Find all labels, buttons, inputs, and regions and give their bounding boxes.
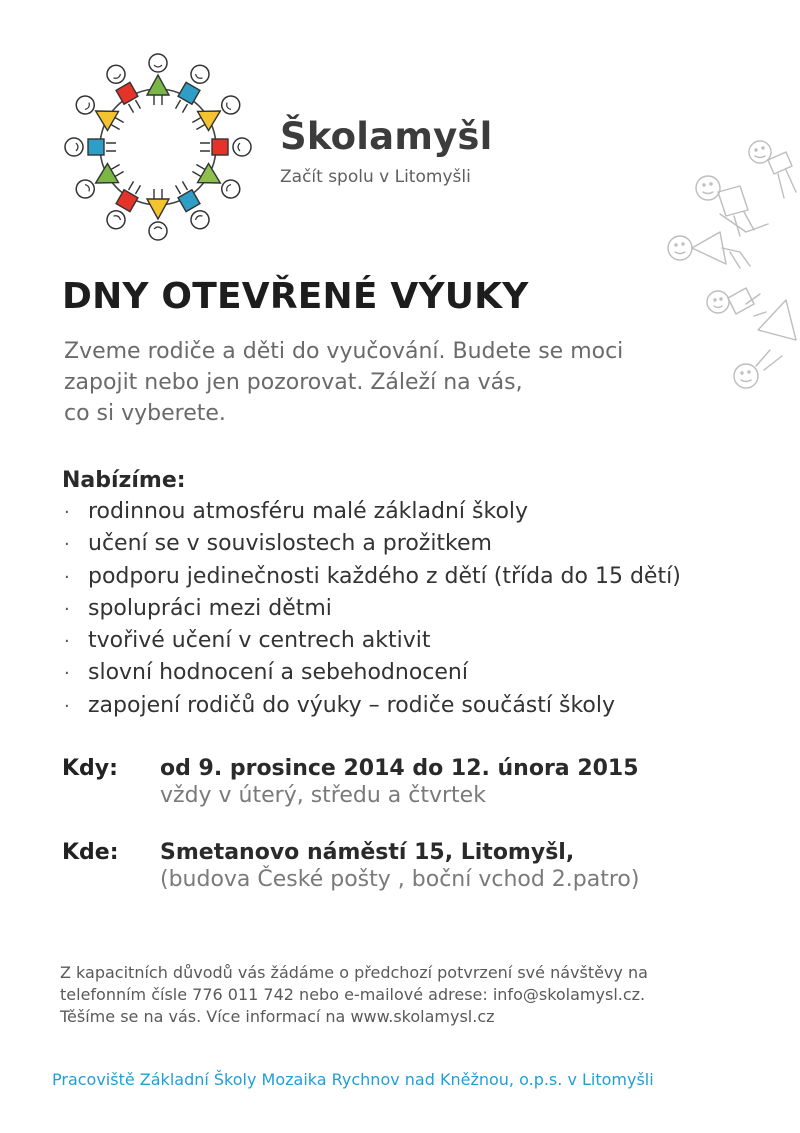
brand-name: Školamyšl <box>280 115 493 158</box>
logo-child-figure <box>65 138 116 156</box>
when-days: vždy v úterý, středu a čtvrtek <box>160 783 486 808</box>
note-line: Z kapacitních důvodů vás žádáme o předchozí potvrzení své návštěvy na <box>60 963 648 982</box>
when-label: Kdy: <box>62 756 118 781</box>
page-title: DNY OTEVŘENÉ VÝUKY <box>62 276 529 317</box>
bullet: · <box>64 502 70 523</box>
when-dates: od 9. prosince 2014 do 12. února 2015 <box>160 756 639 781</box>
list-item <box>62 561 782 593</box>
where-detail: (budova České pošty , boční vchod 2.patro) <box>160 867 640 892</box>
offer-section <box>62 466 782 722</box>
logo-child-figure <box>189 158 244 203</box>
list-item-text: spolupráci mezi dětmi <box>88 595 332 621</box>
bullet: · <box>64 598 70 620</box>
logo-children-circle-icon <box>58 52 258 242</box>
logo-child-figure <box>72 91 127 136</box>
logo-child-figure <box>104 179 145 232</box>
note-line: Těšíme se na vás. Více informací na www.skolamysl.cz <box>60 1007 495 1026</box>
list-item <box>62 496 782 528</box>
bullet: · <box>64 695 70 717</box>
list-item-text: učení se v souvislostech a prožitkem <box>88 531 492 557</box>
bullet: · <box>64 631 70 653</box>
intro-line: zapojit nebo jen pozorovat. Záleží na vás, <box>64 370 523 395</box>
contact-note <box>60 962 780 1028</box>
logo-child-figure <box>200 138 251 156</box>
when-section <box>62 756 782 811</box>
where-label: Kde: <box>62 840 119 865</box>
bullet: · <box>64 534 70 556</box>
offer-title: Nabízíme: <box>62 468 186 493</box>
note-line: telefonním čísle 776 011 742 nebo e-mailové adrese: info@skolamysl.cz. <box>60 985 646 1004</box>
list-item-text: tvořivé učení v centrech aktivit <box>88 628 431 654</box>
intro-paragraph <box>64 336 724 429</box>
footer-organization: Pracoviště Základní Školy Mozaika Rychnov nad Kněžnou, o.p.s. v Litomyšli <box>52 1070 654 1089</box>
list-item <box>62 593 782 625</box>
list-item <box>62 657 782 689</box>
list-item-text: podporu jedinečnosti každého z dětí (třída do 15 dětí) <box>88 563 681 589</box>
list-item <box>62 690 782 722</box>
where-section <box>62 840 782 895</box>
list-item <box>62 528 782 560</box>
logo-child-figure <box>72 158 127 203</box>
list-item <box>62 625 782 657</box>
logo-child-figure <box>171 179 212 232</box>
list-item-text: zapojení rodičů do výuky – rodiče součástí školy <box>88 692 616 718</box>
bullet: · <box>64 663 70 685</box>
logo-child-figure <box>189 91 244 136</box>
brand-block <box>280 115 493 187</box>
where-address: Smetanovo náměstí 15, Litomyšl, <box>160 840 575 865</box>
intro-line: Zveme rodiče a děti do vyučování. Budete se moci <box>64 339 624 364</box>
logo-ring <box>100 89 216 205</box>
intro-line: co si vyberete. <box>64 401 226 426</box>
logo-child-figure <box>104 62 145 115</box>
logo-child-figure <box>147 54 169 105</box>
bullet: · <box>64 566 70 588</box>
logo-child-figure <box>171 62 212 115</box>
list-item-text: slovní hodnocení a sebehodnocení <box>88 660 468 686</box>
offer-list <box>62 496 782 722</box>
brand-tagline: Začít spolu v Litomyšli <box>280 167 471 187</box>
logo-child-figure <box>147 189 169 240</box>
list-item-text: rodinnou atmosféru malé základní školy <box>88 499 529 524</box>
